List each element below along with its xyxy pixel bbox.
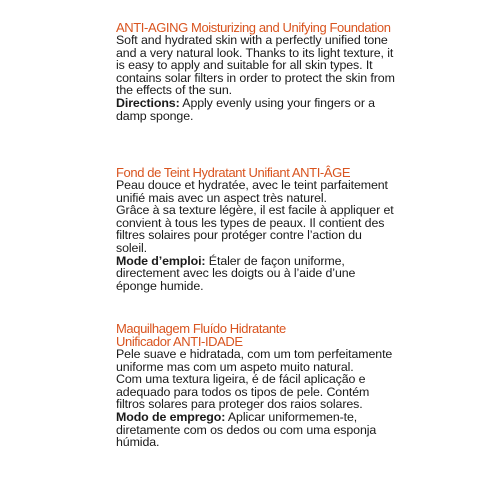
french-directions-text: Étaler de façon uniforme, directement avec les doigts ou à l’aide d’une éponge humide. [116,253,356,293]
english-directions-text: Apply evenly using your fingers or a damp sponge. [116,95,375,123]
english-section [116,21,396,122]
french-body-2: Grâce à sa texture légère, il est facile à appliquer et convient à tous les types de peaux. Il contient des filtres solaires pour protéger contre l’action du soleil. [116,203,394,255]
french-directions-label: Mode d’emploi: [116,253,206,268]
french-directions [116,255,396,293]
english-body: Soft and hydrated skin with a perfectly unified tone and a very natural look. Thanks to its light texture, it is easy to apply and suitable for all skin types. It contains solar filters in order to protect the skin from the effects of the sun. [116,33,395,98]
portuguese-title-line1: Maquilhagem Fluído Hidratante [116,321,286,336]
english-directions [116,97,396,122]
portuguese-title-line2: Unificador ANTI-IDADE [116,334,243,349]
portuguese-section [116,322,396,449]
portuguese-directions [116,411,396,449]
portuguese-body-1: Pele suave e hidratada, com um tom perfeitamente uniforme mas com um aspeto muito natural. [116,347,393,374]
portuguese-directions-label: Modo de emprego: [116,409,226,424]
french-title: Fond de Teint Hydratant Unifiant ANTI-ÂGE [116,165,351,180]
french-section [116,166,396,292]
english-title: ANTI-AGING Moisturizing and Unifying Foundation [116,20,391,35]
portuguese-body-2: Com uma textura ligeira, é de fácil aplicação e adequado para todos os tipos de pele. Contém filtros solares para proteger dos raios solares. [116,372,370,412]
english-directions-label: Directions: [116,95,180,110]
french-body-1: Peau douce et hydratée, avec le teint parfaitement unifié mais avec un aspect très naturel. [116,178,388,205]
portuguese-directions-text: Aplicar uniformemen-te, diretamente com os dedos ou com uma esponja húmida. [116,409,377,450]
